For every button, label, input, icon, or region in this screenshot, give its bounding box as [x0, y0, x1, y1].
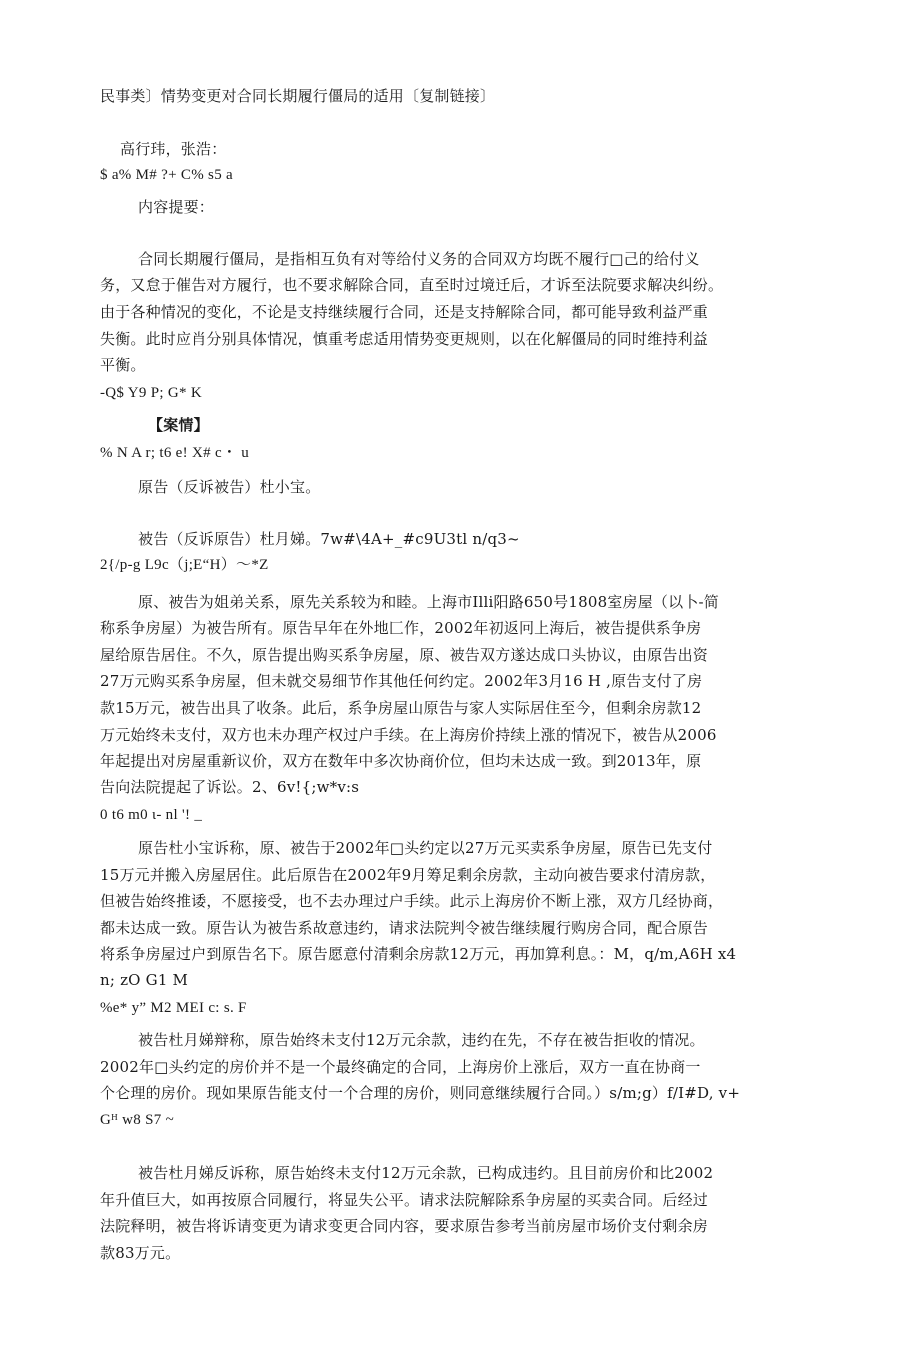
noise-text: 0 t6 m0 ɩ- nl '! _ — [100, 807, 203, 823]
facts-line: 原、被告为姐弟关系，原先关系较为和睦。上海市Illi阳路650号1808室房屋（以卜-简 — [138, 593, 719, 611]
defense-line: Gᴴ w8 S7 ~ — [100, 1112, 174, 1128]
plaintiff-claim-line: 原告杜小宝诉称，原、被告于2002年□头约定以27万元买卖系争房屋，原告已先支付 — [138, 839, 713, 857]
abstract-line: 务，又怠于催告对方履行，也不要求解除合同，直至时过境迁后，才诉至法院要求解决纠纷。 — [100, 276, 724, 294]
case-heading: 【案情】 — [148, 416, 209, 434]
plaintiff-claim-line: 都未达成一致。原告认为被告系故意违约，请求法院判令被告继续履行购房合同，配合原告 — [100, 919, 709, 937]
noise-text: % N A r; t6 e! X# c・ u — [100, 445, 250, 461]
facts-line: 万元始终未支付，双方也未办理产权过户手续。在上海房价持续上涨的情况下，被告从2006 — [100, 726, 717, 744]
defense-line: 个仑理的房价。现如果原告能支付一个合理的房价，则同意继续履行合同。）s/m;g）f/I#D, v+ — [100, 1084, 741, 1102]
facts-line: 27万元购买系争房屋，但未就交易细节作其他任何约定。2002年3月16 H ,原告支付了房 — [100, 672, 703, 690]
defense-line: 2002年□头约定的房价并不是一个最终确定的合同，上海房价上涨后，双方一直在协商一 — [100, 1058, 701, 1076]
counterclaim-line: 款83万元。 — [100, 1244, 181, 1262]
counterclaim-line: 年升值巨大，如再按原合同履行，将显失公平。请求法院解除系争房屋的买卖合同。后经过 — [100, 1191, 709, 1209]
noise-text: -Q$ Y9 P; G* K — [100, 385, 202, 401]
facts-line: 年起提出对房屋重新议价，双方在数年中多次协商价位，但均未达成一致。到2013年，原 — [100, 752, 702, 770]
noise-text: 2{/p-g L9c（j;E“H）～*Z — [100, 557, 269, 573]
authors: 高行玮，张浩： — [120, 140, 227, 158]
facts-line: 屋给原告居住。不久，原告提出购买系争房屋，原、被告双方遂达成口头协议，由原告出资 — [100, 646, 709, 664]
plaintiff-line: 原告（反诉被告）杜小宝。 — [138, 478, 321, 496]
abstract-line: 平衡。 — [100, 356, 146, 374]
facts-line: 款15万元，被告出具了收条。此后，系争房屋山原告与家人实际居住至今，但剩余房款12 — [100, 699, 702, 717]
defendant-line: 被告（反诉原告）杜月娣。7w#\4A+_#c9U3tl n/q3~ — [138, 530, 520, 548]
noise-text: %e* y” M2 MEI c: s. F — [100, 1000, 247, 1016]
counterclaim-line: 法院释明，被告将诉请变更为请求变更合同内容，要求原告参考当前房屋市场价支付剩余房 — [100, 1217, 709, 1235]
plaintiff-claim-line: n; zO G1 M — [100, 971, 189, 989]
abstract-line: 失衡。此时应肖分别具体情况，慎重考虑适用情势变更规则，以在化解僵局的同时维持利益 — [100, 330, 709, 348]
plaintiff-claim-line: 但被告始终推诿，不愿接受，也不去办理过户手续。此示上海房价不断上涨，双方几经协商， — [100, 892, 724, 910]
noise-text: $ a% M# ?+ C% s5 a — [100, 167, 234, 183]
plaintiff-claim-line: 将系争房屋过户到原告名下。原告愿意付清剩余房款12万元，再加算利息。：M，q/m,A6H x4 — [100, 945, 737, 963]
document-title: 民事类〕情势变更对合同长期履行僵局的适用〔复制链接〕 — [100, 87, 496, 105]
counterclaim-line: 被告杜月娣反诉称，原告始终未支付12万元余款，已构成违约。且目前房价和比2002 — [138, 1164, 714, 1182]
abstract-label: 内容提要： — [138, 198, 215, 216]
abstract-line: 由于各种情况的变化，不论是支持继续履行合同，还是支持解除合同，都可能导致利益严重 — [100, 303, 709, 321]
abstract-line: 合同长期履行僵局，是指相互负有对等给付义务的合同双方均既不履行□己的给付义 — [138, 250, 700, 268]
facts-line: 告向法院提起了诉讼。2、6v!{;w*v:s — [100, 778, 360, 796]
plaintiff-claim-line: 15万元并搬入房屋居住。此后原告在2002年9月筹足剩余房款，主动向被告要求付清房款， — [100, 866, 716, 884]
defense-line: 被告杜月娣辩称，原告始终未支付12万元余款，违约在先，不存在被告拒收的情况。 — [138, 1031, 705, 1049]
facts-line: 称系争房屋）为被告所有。原告早年在外地匚作，2002年初返冋上海后，被告提供系争房 — [100, 619, 702, 637]
